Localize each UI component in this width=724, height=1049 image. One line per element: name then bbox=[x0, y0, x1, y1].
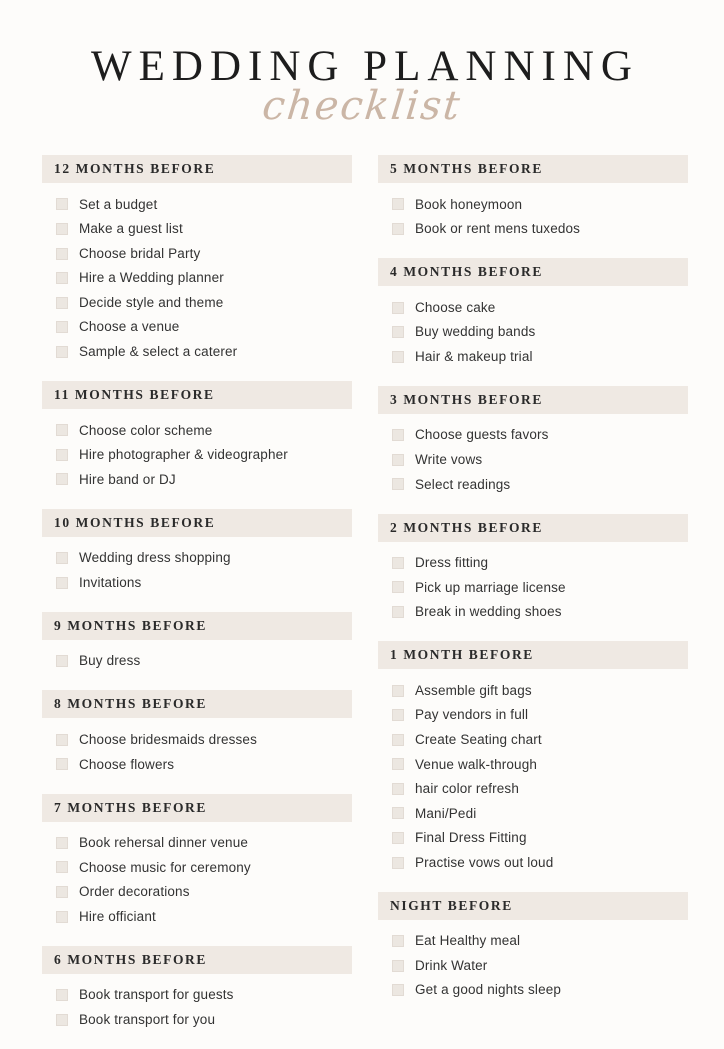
checklist-item[interactable] bbox=[378, 551, 688, 576]
checkbox-icon[interactable] bbox=[392, 685, 404, 697]
checkbox-icon[interactable] bbox=[392, 807, 404, 819]
checklist-item[interactable] bbox=[378, 575, 688, 600]
checklist-item[interactable] bbox=[378, 850, 688, 875]
section-heading: 9 MONTHS BEFORE bbox=[42, 612, 352, 640]
checklist-items bbox=[42, 727, 352, 776]
checkbox-icon[interactable] bbox=[56, 861, 68, 873]
checklist-section bbox=[42, 794, 352, 929]
section-heading: 8 MONTHS BEFORE bbox=[42, 690, 352, 718]
checklist-item[interactable] bbox=[378, 801, 688, 826]
checklist-item-label: Choose guests favors bbox=[415, 427, 549, 443]
checkbox-icon[interactable] bbox=[392, 709, 404, 721]
checkbox-icon[interactable] bbox=[56, 577, 68, 589]
checklist-item[interactable] bbox=[42, 217, 352, 242]
checkbox-icon[interactable] bbox=[392, 606, 404, 618]
checkbox-icon[interactable] bbox=[392, 198, 404, 210]
checklist-item-label: Hire photographer & videographer bbox=[79, 447, 288, 463]
checklist-item[interactable] bbox=[42, 831, 352, 856]
checklist-item-label: Book or rent mens tuxedos bbox=[415, 221, 581, 237]
checklist-item-label: Choose color scheme bbox=[79, 422, 213, 438]
checklist-item[interactable] bbox=[378, 472, 688, 497]
checklist-item-label: Get a good nights sleep bbox=[415, 982, 562, 998]
checkbox-icon[interactable] bbox=[392, 429, 404, 441]
checkbox-icon[interactable] bbox=[56, 734, 68, 746]
checklist-item-label: Set a budget bbox=[79, 196, 158, 212]
checklist-item-label: Hair & makeup trial bbox=[415, 348, 533, 364]
checkbox-icon[interactable] bbox=[56, 886, 68, 898]
checkbox-icon[interactable] bbox=[56, 321, 68, 333]
checklist-item-label: Pick up marriage license bbox=[415, 579, 566, 595]
checkbox-icon[interactable] bbox=[392, 783, 404, 795]
checklist-items bbox=[378, 551, 688, 625]
checklist-section bbox=[42, 155, 352, 364]
checkbox-icon[interactable] bbox=[56, 758, 68, 770]
section-heading: 5 MONTHS BEFORE bbox=[378, 155, 688, 183]
section-heading: 4 MONTHS BEFORE bbox=[378, 258, 688, 286]
checklist-item[interactable] bbox=[378, 600, 688, 625]
checklist-section bbox=[42, 690, 352, 776]
title-block bbox=[42, 44, 682, 129]
checkbox-icon[interactable] bbox=[392, 478, 404, 490]
checklist-item[interactable] bbox=[378, 978, 688, 1003]
checklist-item[interactable] bbox=[42, 418, 352, 443]
checklist-item-label: Choose bridesmaids dresses bbox=[79, 731, 257, 747]
checklist-item-label: Assemble gift bags bbox=[415, 682, 532, 698]
checklist-item[interactable] bbox=[378, 448, 688, 473]
checklist-item[interactable] bbox=[378, 752, 688, 777]
section-heading: 12 MONTHS BEFORE bbox=[42, 155, 352, 183]
checkbox-icon[interactable] bbox=[392, 984, 404, 996]
checkbox-icon[interactable] bbox=[56, 272, 68, 284]
checklist-item-label: Invitations bbox=[79, 574, 142, 590]
checklist-item[interactable] bbox=[42, 266, 352, 291]
checklist-item[interactable] bbox=[378, 217, 688, 242]
checklist-columns bbox=[42, 155, 682, 1049]
checklist-items bbox=[378, 423, 688, 497]
checklist-item-label: Drink Water bbox=[415, 957, 488, 973]
checklist-items bbox=[42, 983, 352, 1032]
section-heading: 11 MONTHS BEFORE bbox=[42, 381, 352, 409]
checkbox-icon[interactable] bbox=[56, 223, 68, 235]
checklist-items bbox=[42, 831, 352, 929]
checklist-item-label: Choose music for ceremony bbox=[79, 859, 251, 875]
checklist-item-label: Wedding dress shopping bbox=[79, 550, 231, 566]
checklist-items bbox=[42, 546, 352, 595]
checklist-item[interactable] bbox=[42, 752, 352, 777]
checklist-item-label: Hire a Wedding planner bbox=[79, 270, 224, 286]
checkbox-icon[interactable] bbox=[392, 758, 404, 770]
checklist-item[interactable] bbox=[42, 467, 352, 492]
checklist-item[interactable] bbox=[378, 953, 688, 978]
checklist-items bbox=[378, 929, 688, 1003]
section-heading: 10 MONTHS BEFORE bbox=[42, 509, 352, 537]
checkbox-icon[interactable] bbox=[392, 960, 404, 972]
checkbox-icon[interactable] bbox=[56, 837, 68, 849]
checklist-items bbox=[378, 295, 688, 369]
checklist-item-label: Create Seating chart bbox=[415, 731, 542, 747]
checkbox-icon[interactable] bbox=[392, 223, 404, 235]
checklist-section bbox=[42, 946, 352, 1032]
checklist-item-label: Hire officiant bbox=[79, 908, 156, 924]
checkbox-icon[interactable] bbox=[392, 326, 404, 338]
checklist-item-label: Choose a venue bbox=[79, 319, 180, 335]
checklist-item[interactable] bbox=[378, 423, 688, 448]
checkbox-icon[interactable] bbox=[56, 449, 68, 461]
section-heading: NIGHT BEFORE bbox=[378, 892, 688, 920]
checklist-item-label: Buy dress bbox=[79, 653, 141, 669]
checklist-item-label: Decide style and theme bbox=[79, 294, 224, 310]
checklist-column-right bbox=[378, 155, 688, 1049]
checklist-item[interactable] bbox=[42, 546, 352, 571]
checkbox-icon[interactable] bbox=[392, 935, 404, 947]
checkbox-icon[interactable] bbox=[392, 351, 404, 363]
checklist-item-label: Choose bridal Party bbox=[79, 245, 201, 261]
checklist-item[interactable] bbox=[42, 290, 352, 315]
checkbox-icon[interactable] bbox=[392, 581, 404, 593]
checklist-item[interactable] bbox=[378, 320, 688, 345]
section-heading: 6 MONTHS BEFORE bbox=[42, 946, 352, 974]
checklist-item[interactable] bbox=[378, 826, 688, 851]
page-subtitle: checklist bbox=[260, 83, 464, 130]
checkbox-icon[interactable] bbox=[392, 454, 404, 466]
checklist-item-label: Write vows bbox=[415, 452, 483, 468]
section-heading: 1 MONTH BEFORE bbox=[378, 641, 688, 669]
checklist-item-label: Choose flowers bbox=[79, 756, 175, 772]
checklist-item[interactable] bbox=[42, 443, 352, 468]
checklist-item[interactable] bbox=[378, 727, 688, 752]
checklist-item[interactable] bbox=[378, 192, 688, 217]
checklist-item-label: Order decorations bbox=[79, 884, 190, 900]
checklist-section bbox=[42, 509, 352, 595]
checkbox-icon[interactable] bbox=[392, 302, 404, 314]
checklist-section bbox=[378, 514, 688, 625]
checklist-item[interactable] bbox=[378, 929, 688, 954]
checkbox-icon[interactable] bbox=[56, 297, 68, 309]
checklist-item-label: Practise vows out loud bbox=[415, 854, 554, 870]
checkbox-icon[interactable] bbox=[56, 655, 68, 667]
section-heading: 2 MONTHS BEFORE bbox=[378, 514, 688, 542]
checklist-item[interactable] bbox=[42, 315, 352, 340]
checklist-section bbox=[378, 641, 688, 875]
checkbox-icon[interactable] bbox=[56, 552, 68, 564]
checklist-section bbox=[42, 612, 352, 674]
checkbox-icon[interactable] bbox=[392, 734, 404, 746]
checkbox-icon[interactable] bbox=[392, 857, 404, 869]
checklist-item-label: Final Dress Fitting bbox=[415, 830, 527, 846]
checkbox-icon[interactable] bbox=[56, 473, 68, 485]
checklist-item-label: Mani/Pedi bbox=[415, 805, 477, 821]
checkbox-icon[interactable] bbox=[56, 989, 68, 1001]
checklist-column-left bbox=[42, 155, 352, 1049]
checkbox-icon[interactable] bbox=[56, 198, 68, 210]
checklist-section bbox=[378, 386, 688, 497]
checklist-section bbox=[42, 381, 352, 492]
checkbox-icon[interactable] bbox=[56, 424, 68, 436]
checklist-item-label: Make a guest list bbox=[79, 221, 183, 237]
checklist-item[interactable] bbox=[42, 855, 352, 880]
checklist-item-label: Eat Healthy meal bbox=[415, 933, 521, 949]
checklist-item-label: Dress fitting bbox=[415, 555, 489, 571]
checklist-item-label: hair color refresh bbox=[415, 781, 519, 797]
checklist-item[interactable] bbox=[42, 570, 352, 595]
checklist-item[interactable] bbox=[42, 983, 352, 1008]
checklist-item-label: Book transport for you bbox=[79, 1011, 216, 1027]
checklist-item[interactable] bbox=[42, 880, 352, 905]
checkbox-icon[interactable] bbox=[392, 832, 404, 844]
checklist-item[interactable] bbox=[42, 340, 352, 365]
checklist-item-label: Pay vendors in full bbox=[415, 707, 529, 723]
checklist-item-label: Book rehersal dinner venue bbox=[79, 835, 249, 851]
checklist-item-label: Select readings bbox=[415, 476, 511, 492]
checklist-item[interactable] bbox=[42, 727, 352, 752]
checklist-item[interactable] bbox=[42, 1007, 352, 1032]
checklist-item-label: Break in wedding shoes bbox=[415, 604, 562, 620]
checklist-item-label: Book honeymoon bbox=[415, 196, 523, 212]
checklist-items bbox=[42, 192, 352, 364]
checklist-item[interactable] bbox=[378, 777, 688, 802]
section-heading: 7 MONTHS BEFORE bbox=[42, 794, 352, 822]
checklist-item[interactable] bbox=[378, 344, 688, 369]
checklist-section bbox=[378, 892, 688, 1003]
checklist-item[interactable] bbox=[378, 703, 688, 728]
checklist-section bbox=[378, 258, 688, 369]
checkbox-icon[interactable] bbox=[392, 557, 404, 569]
checkbox-icon[interactable] bbox=[56, 346, 68, 358]
section-heading: 3 MONTHS BEFORE bbox=[378, 386, 688, 414]
checklist-item-label: Venue walk-through bbox=[415, 756, 538, 772]
checklist-items bbox=[378, 192, 688, 241]
checkbox-icon[interactable] bbox=[56, 911, 68, 923]
checklist-items bbox=[378, 678, 688, 875]
checkbox-icon[interactable] bbox=[56, 248, 68, 260]
page-title: WEDDING PLANNING bbox=[91, 43, 639, 90]
checklist-item[interactable] bbox=[42, 192, 352, 217]
checklist-items bbox=[42, 418, 352, 492]
checklist-item-label: Sample & select a caterer bbox=[79, 344, 238, 360]
checklist-item[interactable] bbox=[378, 678, 688, 703]
checklist-item[interactable] bbox=[42, 649, 352, 674]
checklist-item[interactable] bbox=[378, 295, 688, 320]
checklist-item-label: Choose cake bbox=[415, 299, 496, 315]
checklist-item-label: Buy wedding bands bbox=[415, 324, 536, 340]
checklist-item[interactable] bbox=[42, 904, 352, 929]
checklist-item-label: Book transport for guests bbox=[79, 987, 234, 1003]
checklist-items bbox=[42, 649, 352, 674]
checklist-item-label: Hire band or DJ bbox=[79, 471, 176, 487]
checklist-item[interactable] bbox=[42, 241, 352, 266]
checklist-section bbox=[378, 155, 688, 241]
